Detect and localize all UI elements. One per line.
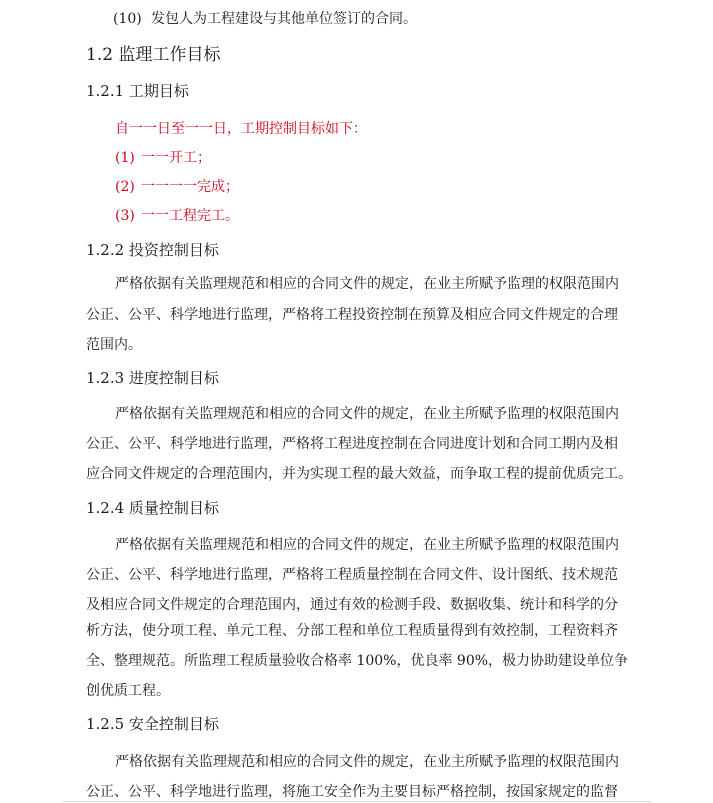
page-bottom-divider (62, 801, 651, 802)
list-item-text: 发包人为工程建设与其他单位签订的合同。 (151, 11, 417, 27)
schedule-item-text: 一一一一完成； (141, 179, 239, 195)
paragraph-line: 范围内。 (86, 337, 142, 353)
paragraph-line: 析方法，使分项工程、单元工程、分部工程和单位工程质量得到有效控制，工程资料齐 (86, 623, 618, 639)
schedule-item-1 (115, 148, 211, 168)
schedule-intro: 自一一日至一一日，工期控制目标如下： (115, 121, 367, 137)
paragraph-line: 公正、公平、科学地进行监理，严格将工程进度控制在合同进度计划和合同工期内及相 (86, 436, 618, 452)
subsection-heading-1-2-3: 1.2.3 进度控制目标 (86, 369, 219, 387)
schedule-item-number: (2) (115, 179, 135, 195)
section-heading-1-2: 1.2 监理工作目标 (86, 45, 221, 65)
schedule-item-text: 一一开工； (141, 150, 211, 166)
paragraph-line: 及相应合同文件规定的合理范围内，通过有效的检测手段、数据收集、统计和科学的分 (86, 597, 618, 613)
list-item-number: (10) (113, 11, 142, 27)
paragraph-line: 全、整理规范。所监理工程质量验收合格率 100%，优良率 90%，极力协助建设单位争 (86, 653, 629, 669)
schedule-item-3 (115, 206, 239, 226)
paragraph-line: 严格依据有关监理规范和相应的合同文件的规定，在业主所赋予监理的权限范围内 (115, 537, 619, 553)
paragraph-line: 应合同文件规定的合理范围内，并为实现工程的最大效益，而争取工程的提前优质完工。 (86, 466, 632, 482)
schedule-item-number: (1) (115, 150, 135, 166)
paragraph-line: 公正、公平、科学地进行监理，严格将工程质量控制在合同文件、设计图纸、技术规范 (86, 567, 618, 583)
schedule-item-2 (115, 177, 239, 197)
paragraph-line: 创优质工程。 (86, 683, 170, 699)
paragraph-line: 公正、公平、科学地进行监理，将施工安全作为主要目标严格控制，按国家规定的监督 (86, 784, 618, 800)
paragraph-line: 严格依据有关监理规范和相应的合同文件的规定，在业主所赋予监理的权限范围内 (115, 754, 619, 770)
schedule-item-number: (3) (115, 208, 135, 224)
subsection-heading-1-2-4: 1.2.4 质量控制目标 (86, 499, 219, 517)
paragraph-line: 严格依据有关监理规范和相应的合同文件的规定，在业主所赋予监理的权限范围内 (115, 406, 619, 422)
subsection-heading-1-2-5: 1.2.5 安全控制目标 (86, 715, 219, 733)
subsection-heading-1-2-1: 1.2.1 工期目标 (86, 82, 189, 100)
paragraph-line: 公正、公平、科学地进行监理，严格将工程投资控制在预算及相应合同文件规定的合理 (86, 307, 618, 323)
list-item-10 (113, 9, 417, 29)
schedule-item-text: 一一工程完工。 (141, 208, 239, 224)
paragraph-line: 严格依据有关监理规范和相应的合同文件的规定，在业主所赋予监理的权限范围内 (115, 276, 619, 292)
subsection-heading-1-2-2: 1.2.2 投资控制目标 (86, 241, 219, 259)
